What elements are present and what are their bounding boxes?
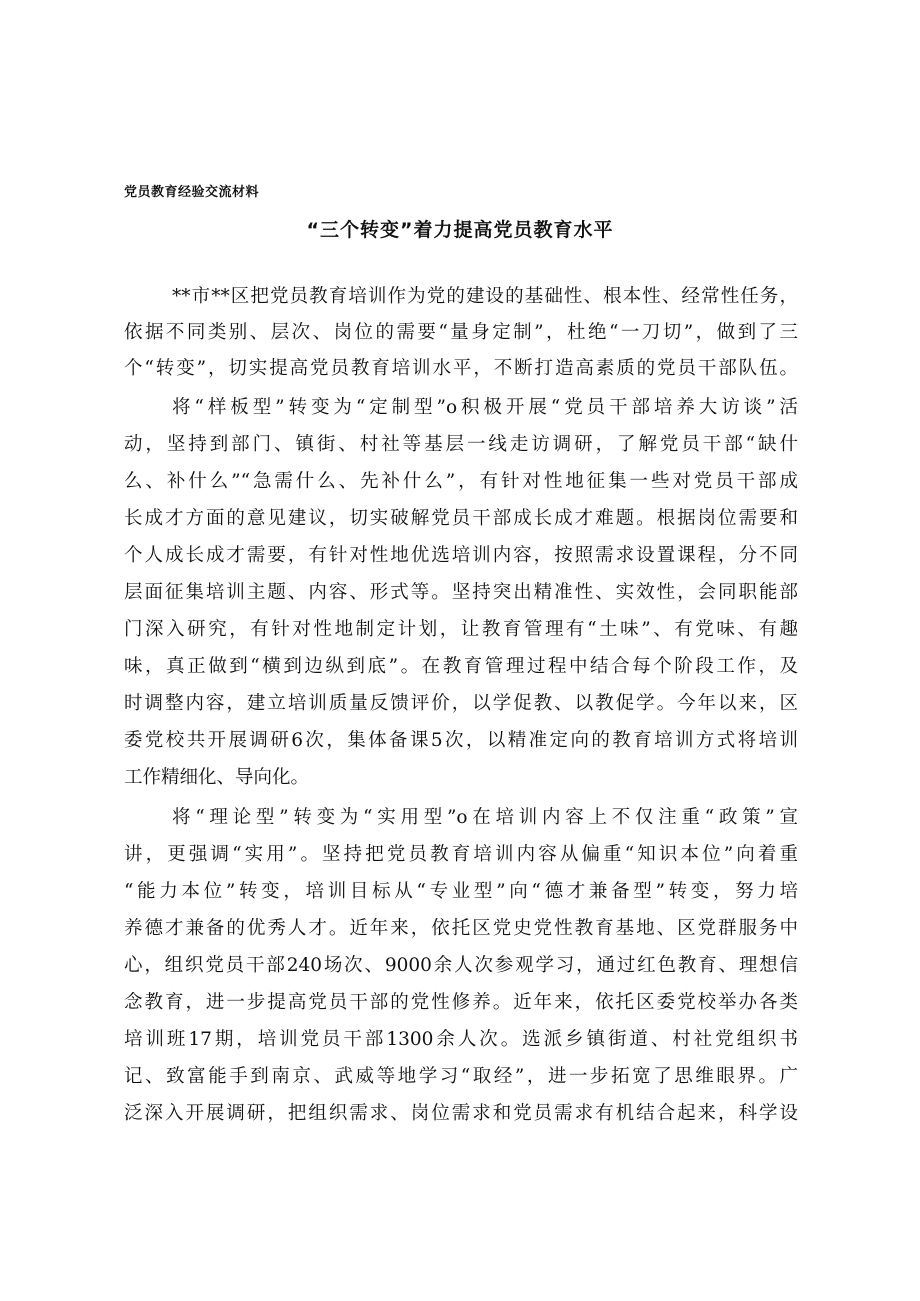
paragraph-3-line-3: “能力本位”转变，培训目标从“专业型”向“德才兼备型”转变，努力培	[124, 881, 798, 902]
paragraph-3-line-5: 心，组织党员干部240场次、9000余人次参观学习，通过红色教育、理想信	[124, 955, 798, 976]
paragraph-3-line-7: 培训班17期，培训党员干部1300余人次。选派乡镇街道、村社党组织书	[124, 1029, 798, 1050]
paragraph-3-line-9: 泛深入开展调研，把组织需求、岗位需求和党员需求有机结合起来，科学设	[124, 1103, 798, 1124]
paragraph-2-line-1: 将“样板型”转变为“定制型”o积极开展“党员干部培养大访谈”活	[172, 397, 798, 418]
paragraph-3-line-6: 念教育，进一步提高党员干部的党性修养。近年来，依托区委党校举办各类	[124, 992, 798, 1013]
document-title: “三个转变”着力提高党员教育水平	[306, 219, 614, 241]
paragraph-2-line-4: 长成才方面的意见建议，切实破解党员干部成长成才难题。根据岗位需要和	[124, 508, 798, 529]
paragraph-1-line-1: **市**区把党员教育培训作为党的建设的基础性、根本性、经常性任务，	[172, 286, 798, 307]
paragraph-1-line-2: 依据不同类别、层次、岗位的需要“量身定制”，杜绝“一刀切”，做到了三	[124, 322, 798, 343]
paragraph-3-line-1: 将“理论型”转变为“实用型”o在培训内容上不仅注重“政策”宣	[172, 807, 798, 828]
paragraph-2-line-2: 动，坚持到部门、镇街、村社等基层一线走访调研，了解党员干部“缺什	[124, 434, 798, 455]
paragraph-2-line-6: 层面征集培训主题、内容、形式等。坚持突出精准性、实效性，会同职能部	[124, 582, 798, 603]
document-label: 党员教育经验交流材料	[124, 185, 260, 200]
paragraph-2-line-7: 门深入研究，有针对性地制定计划，让教育管理有“土味”、有党味、有趣	[124, 619, 798, 640]
paragraph-3-line-2: 讲，更强调“实用”。坚持把党员教育培训内容从偏重“知识本位”向着重	[124, 844, 798, 865]
paragraph-2-line-5: 个人成长成才需要，有针对性地优选培训内容，按照需求设置课程，分不同	[124, 545, 798, 566]
paragraph-2-line-10: 委党校共开展调研6次，集体备课5次，以精准定向的教育培训方式将培训	[124, 730, 798, 751]
paragraph-3-line-8: 记、致富能手到南京、武威等地学习“取经”，进一步拓宽了思维眼界。广	[124, 1066, 798, 1087]
paragraph-2-line-3: 么、补什么”“急需什么、先补什么”，有针对性地征集一些对党员干部成	[124, 471, 798, 492]
paragraph-2-line-11: 工作精细化、导向化。	[124, 767, 310, 788]
paragraph-2-line-9: 时调整内容，建立培训质量反馈评价，以学促教、以教促学。今年以来，区	[124, 693, 798, 714]
paragraph-2-line-8: 味，真正做到“横到边纵到底”。在教育管理过程中结合每个阶段工作，及	[124, 656, 798, 677]
paragraph-3-line-4: 养德才兼备的优秀人才。近年来，依托区党史党性教育基地、区党群服务中	[124, 918, 798, 939]
paragraph-1-line-3: 个“转变”，切实提高党员教育培训水平，不断打造高素质的党员干部队伍。	[124, 358, 798, 379]
